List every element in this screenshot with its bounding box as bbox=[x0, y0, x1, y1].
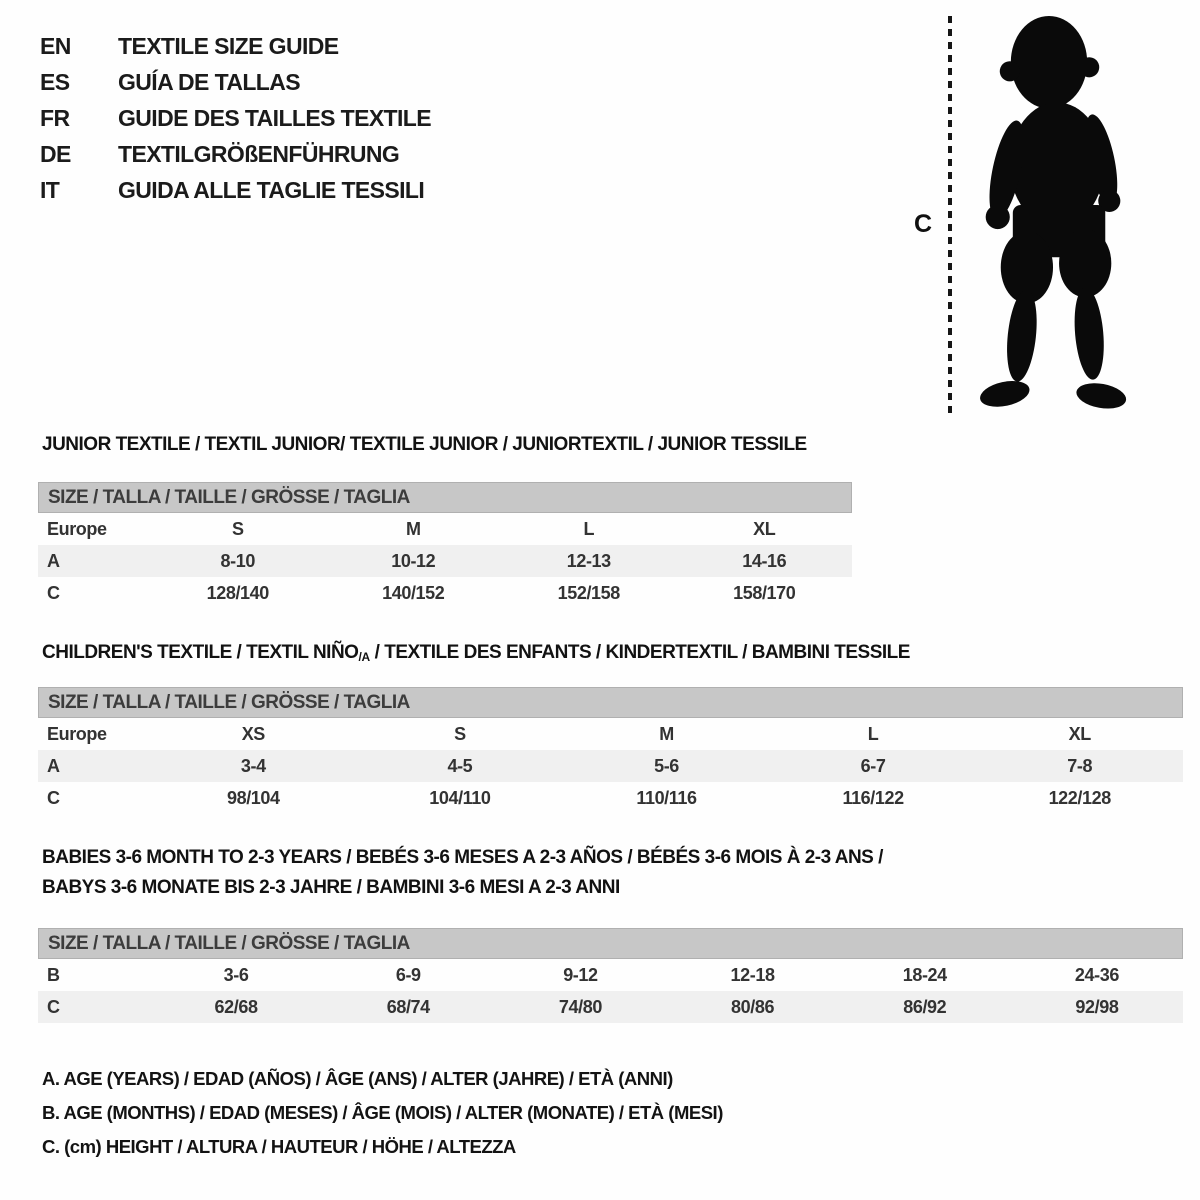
height-cell: 116/122 bbox=[842, 787, 904, 808]
size-cell: L bbox=[583, 518, 595, 539]
lang-code-es: ES bbox=[40, 68, 70, 95]
months-cell: 24-36 bbox=[1074, 964, 1119, 985]
age-cell: 4-5 bbox=[447, 755, 473, 776]
babies-size-header-band: SIZE / TALLA / TAILLE / GRÖSSE / TAGLIA bbox=[38, 928, 1183, 959]
children-size-table bbox=[38, 687, 1183, 814]
row-label: C bbox=[47, 787, 60, 808]
babies-size-table bbox=[38, 928, 1183, 1023]
age-cell: 8-10 bbox=[220, 550, 255, 571]
children-title-subscript: /A bbox=[358, 650, 370, 664]
legend-height-cm: C. (cm) HEIGHT / ALTURA / HAUTEUR / HÖHE / ALTEZZA bbox=[42, 1136, 516, 1157]
height-cell: 104/110 bbox=[429, 787, 491, 808]
size-cell: XL bbox=[1068, 723, 1091, 744]
lang-label-es: GUÍA DE TALLAS bbox=[118, 68, 300, 95]
table-row bbox=[38, 718, 1183, 750]
lang-label-de: TEXTILGRÖßENFÜHRUNG bbox=[118, 140, 400, 167]
age-cell: 3-4 bbox=[240, 755, 266, 776]
table-row bbox=[38, 991, 1183, 1023]
lang-label-en: TEXTILE SIZE GUIDE bbox=[118, 32, 339, 59]
row-label: C bbox=[47, 996, 60, 1017]
height-cell: 140/152 bbox=[382, 582, 445, 603]
height-cell: 92/98 bbox=[1075, 996, 1119, 1017]
legend-block bbox=[42, 1062, 723, 1164]
size-cell: L bbox=[867, 723, 879, 744]
age-cell: 7-8 bbox=[1067, 755, 1093, 776]
language-title-block bbox=[40, 28, 431, 208]
row-label: Europe bbox=[47, 518, 107, 539]
height-cell: 62/68 bbox=[214, 996, 258, 1017]
age-cell: 6-7 bbox=[860, 755, 886, 776]
height-cell: 68/74 bbox=[386, 996, 430, 1017]
size-cell: M bbox=[659, 723, 674, 744]
height-cell: 122/128 bbox=[1048, 787, 1111, 808]
months-cell: 12-18 bbox=[730, 964, 775, 985]
table-row bbox=[38, 545, 852, 577]
junior-section-title: JUNIOR TEXTILE / TEXTIL JUNIOR/ TEXTILE JUNIOR / JUNIORTEXTIL / JUNIOR TESSILE bbox=[42, 434, 807, 455]
lang-row-it bbox=[40, 172, 431, 208]
lang-label-fr: GUIDE DES TAILLES TEXTILE bbox=[118, 104, 431, 131]
row-label: A bbox=[47, 755, 60, 776]
height-cell: 110/116 bbox=[636, 787, 697, 808]
height-cell: 80/86 bbox=[731, 996, 775, 1017]
size-cell: S bbox=[454, 723, 466, 744]
months-cell: 3-6 bbox=[223, 964, 249, 985]
lang-label-it: GUIDA ALLE TAGLIE TESSILI bbox=[118, 176, 425, 203]
size-cell: XL bbox=[753, 518, 776, 539]
height-cell: 158/170 bbox=[733, 582, 796, 603]
age-cell: 14-16 bbox=[742, 550, 787, 571]
height-cell: 152/158 bbox=[557, 582, 620, 603]
height-cell: 74/80 bbox=[558, 996, 602, 1017]
row-label: A bbox=[47, 550, 60, 571]
age-cell: 5-6 bbox=[654, 755, 679, 776]
height-cell: 128/140 bbox=[206, 582, 269, 603]
row-label: C bbox=[47, 582, 60, 603]
lang-code-en: EN bbox=[40, 32, 71, 59]
table-row bbox=[38, 750, 1183, 782]
toddler-silhouette-image bbox=[964, 14, 1136, 416]
lang-code-it: IT bbox=[40, 176, 60, 203]
size-cell: S bbox=[231, 518, 244, 539]
row-label: Europe bbox=[47, 723, 107, 744]
babies-section-title-line1: BABIES 3-6 MONTH TO 2-3 YEARS / BEBÉS 3-6 MESES A 2-3 AÑOS / BÉBÉS 3-6 MOIS À 2-3 ANS / bbox=[42, 847, 883, 868]
size-cell: M bbox=[405, 518, 421, 539]
children-title-part2: / TEXTILE DES ENFANTS / KINDERTEXTIL / BAMBINI TESSILE bbox=[369, 642, 910, 663]
months-cell: 18-24 bbox=[902, 964, 947, 985]
table-row bbox=[38, 959, 1183, 991]
babies-section-title-line2: BABYS 3-6 MONATE BIS 2-3 JAHRE / BAMBINI 3-6 MESI A 2-3 ANNI bbox=[42, 877, 620, 898]
age-cell: 10-12 bbox=[391, 550, 436, 571]
children-section-title bbox=[42, 642, 910, 664]
lang-row-de bbox=[40, 136, 431, 172]
table-row bbox=[38, 577, 852, 609]
months-cell: 6-9 bbox=[395, 964, 421, 985]
months-cell: 9-12 bbox=[563, 964, 598, 985]
children-title-part1: CHILDREN'S TEXTILE / TEXTIL NIÑO bbox=[42, 642, 359, 663]
lang-row-en bbox=[40, 28, 431, 64]
junior-size-table bbox=[38, 482, 852, 609]
lang-code-de: DE bbox=[40, 140, 71, 167]
size-cell: XS bbox=[241, 723, 265, 744]
height-cell: 98/104 bbox=[226, 787, 280, 808]
height-measure-label: C bbox=[914, 210, 932, 238]
children-size-header-band: SIZE / TALLA / TAILLE / GRÖSSE / TAGLIA bbox=[38, 687, 1183, 718]
height-cell: 86/92 bbox=[903, 996, 947, 1017]
lang-row-es bbox=[40, 64, 431, 100]
legend-age-years: A. AGE (YEARS) / EDAD (AÑOS) / ÂGE (ANS) / ALTER (JAHRE) / ETÀ (ANNI) bbox=[42, 1068, 673, 1089]
table-row bbox=[38, 782, 1183, 814]
lang-code-fr: FR bbox=[40, 104, 70, 131]
lang-row-fr bbox=[40, 100, 431, 136]
row-label: B bbox=[47, 964, 60, 985]
height-measure-dashed-line bbox=[948, 16, 952, 415]
legend-age-months: B. AGE (MONTHS) / EDAD (MESES) / ÂGE (MOIS) / ALTER (MONATE) / ETÀ (MESI) bbox=[42, 1102, 723, 1123]
junior-size-header-band: SIZE / TALLA / TAILLE / GRÖSSE / TAGLIA bbox=[38, 482, 852, 513]
table-row bbox=[38, 513, 852, 545]
age-cell: 12-13 bbox=[566, 550, 611, 571]
